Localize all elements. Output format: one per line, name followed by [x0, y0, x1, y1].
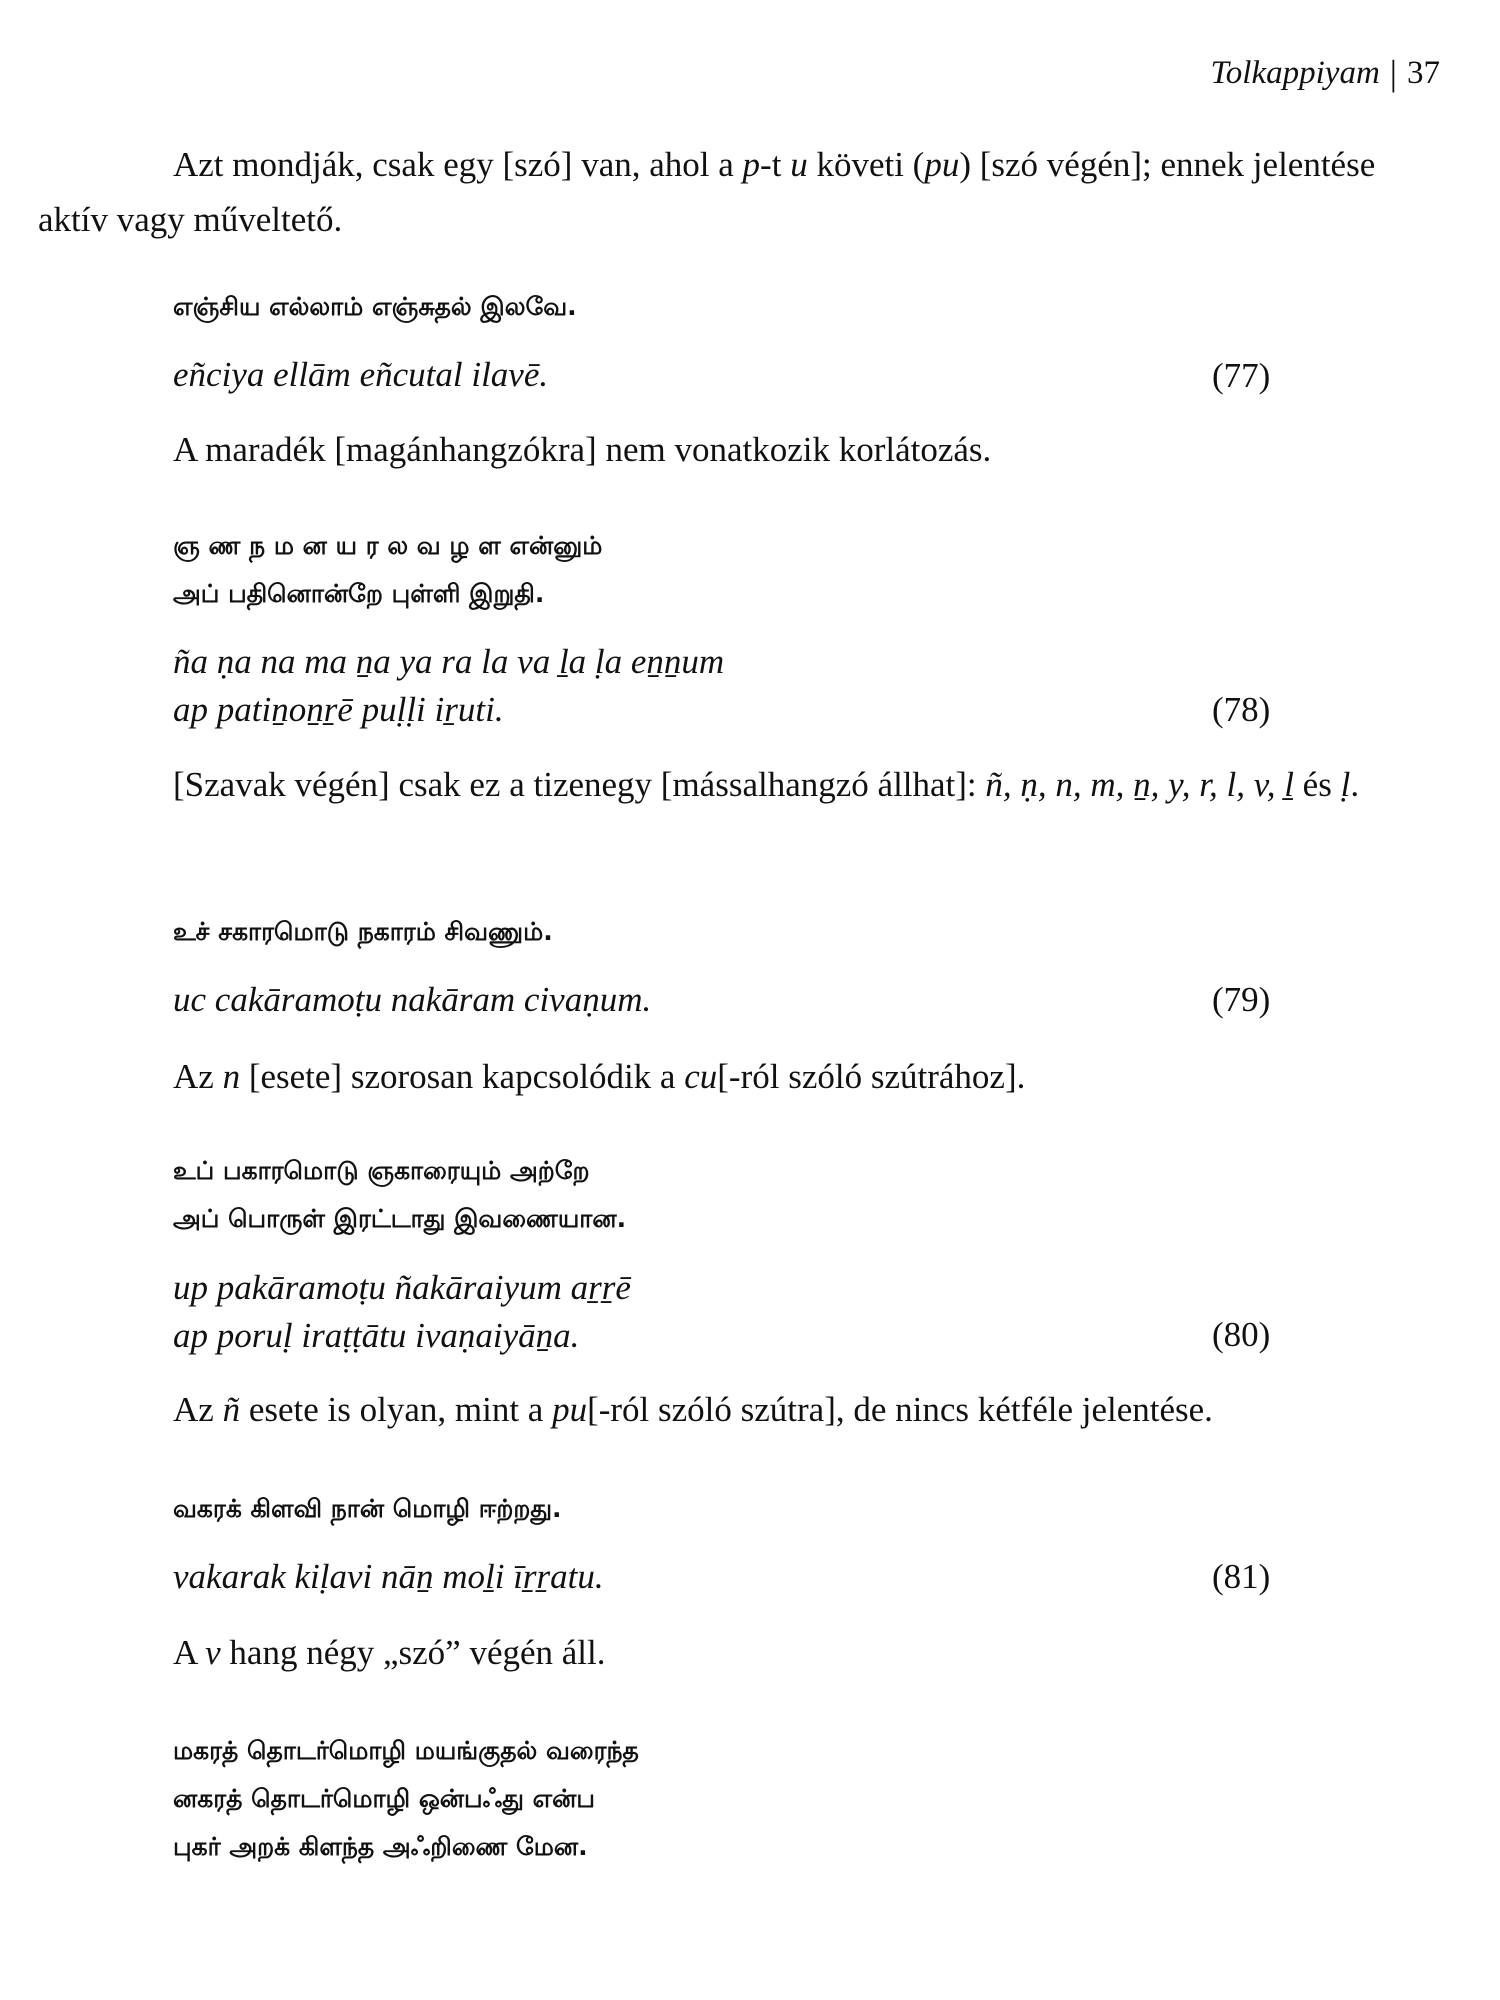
intro-paragraph: [38, 137, 1448, 247]
intro-letter-u: u: [790, 145, 808, 184]
tamil-line: அப் பதினொன்றே புள்ளி இறுதி.: [173, 579, 545, 608]
sutra-78-translation: [38, 757, 1448, 812]
translation-text: Az: [173, 1390, 223, 1429]
translation-text: [-ról szóló szútra], de nincs kétféle jelentése.: [587, 1390, 1213, 1429]
syllable-pu: pu: [552, 1390, 588, 1429]
intro-syllable-pu: pu: [924, 145, 960, 184]
tamil-line: ஞ ண ந ம ன ய ர ல வ ழ ள என்னும்: [173, 531, 603, 560]
sutra-79-transliteration: [173, 976, 651, 1024]
tamil-line: உச் சகாரமொடு நகாரம் சிவணும்.: [173, 917, 553, 946]
intro-text: -t: [760, 145, 791, 184]
sutra-78-transliteration: [173, 638, 724, 734]
sutra-79-number: (79): [1212, 980, 1271, 1019]
translation-text: [Szavak végén] csak ez a tizenegy [mássalhangzó állhat]:: [173, 765, 986, 804]
sutra-80-number: (80): [1212, 1315, 1271, 1354]
tamil-line: உப் பகாரமொடு ஞகாரையும் அற்றே: [173, 1156, 590, 1185]
tamil-line: எஞ்சிய எல்லாம் எஞ்சுதல் இலவே.: [173, 292, 577, 321]
sutra-82-tamil: [173, 1727, 639, 1871]
tamil-line: அப் பொருள் இரட்டாது இவணையான.: [173, 1204, 627, 1233]
syllable-cu: cu: [684, 1057, 718, 1096]
tamil-line: னகரத் தொடர்மொழி ஒன்பஃது என்ப: [173, 1784, 595, 1813]
transliteration-line: uc cakāramoṭu nakāram civaṇum.: [173, 980, 652, 1019]
intro-text: ) [szó végén]; ennek jelentése aktív vagy műveltető.: [38, 145, 1376, 239]
intro-text: Azt mondják, csak egy [szó] van, ahol a: [173, 145, 743, 184]
transliteration-line: ap poruḷ iraṭṭātu ivaṇaiyāṉa.: [173, 1316, 580, 1355]
tamil-line: வகரக் கிளவி நான் மொழி ஈற்றது.: [173, 1494, 562, 1523]
sutra-81-translation: [173, 1628, 606, 1678]
sutra-78-tamil: [173, 522, 602, 618]
letter-v: v: [205, 1633, 221, 1672]
sutra-79-tamil: [173, 908, 553, 956]
translation-text: .: [1350, 765, 1360, 804]
sutra-77-tamil: [173, 283, 577, 331]
sutra-78-number: (78): [1212, 690, 1271, 729]
sutra-80-tamil: [173, 1147, 626, 1243]
sutra-79-translation: [173, 1052, 1025, 1102]
sutra-77-number: (77): [1212, 356, 1271, 395]
intro-text: követi (: [807, 145, 925, 184]
translation-text: Az: [173, 1057, 223, 1096]
translation-text: A: [173, 1633, 206, 1672]
sutra-80-translation: [173, 1385, 1213, 1435]
sutra-80-transliteration: [173, 1264, 631, 1360]
consonant-list: ñ, ṇ, n, m, ṉ, y, r, l, v, ḻ: [985, 765, 1294, 804]
sutra-77-transliteration: [173, 351, 548, 399]
transliteration-line: ap patiṉoṉṟē puḷḷi iṟuti.: [173, 690, 504, 729]
tamil-line: மகரத் தொடர்மொழி மயங்குதல் வரைந்த: [173, 1736, 639, 1765]
translation-text: esete is olyan, mint a: [240, 1390, 553, 1429]
tamil-line: புகர் அறக் கிளந்த அஃறிணை மேன.: [173, 1832, 588, 1861]
running-header: [1210, 52, 1440, 94]
letter-n: n: [222, 1057, 241, 1096]
transliteration-line: up pakāramoṭu ñakāraiyum aṟṟē: [173, 1268, 631, 1307]
transliteration-line: vakarak kiḷavi nāṉ moḻi īṟṟatu.: [173, 1557, 604, 1596]
transliteration-line: ña ṇa na ma ṉa ya ra la va ḻa ḷa eṉṉum: [173, 642, 725, 681]
sutra-81-tamil: [173, 1485, 562, 1533]
translation-text: [-ról szóló szútrához].: [717, 1057, 1026, 1096]
consonant-last: ḷ: [1340, 765, 1351, 804]
translation-text: [esete] szorosan kapcsolódik a: [240, 1057, 685, 1096]
translation-text: hang négy „szó” végén áll.: [220, 1633, 606, 1672]
letter-n-tilde: ñ: [222, 1390, 241, 1429]
page-number: 37: [1407, 54, 1440, 91]
header-separator: |: [1389, 53, 1397, 93]
translation-text: és: [1293, 765, 1341, 804]
intro-letter-p: p: [742, 145, 761, 184]
sutra-81-number: (81): [1212, 1557, 1271, 1596]
transliteration-line: eñciya ellām eñcutal ilavē.: [173, 355, 549, 394]
sutra-81-transliteration: [173, 1553, 604, 1601]
sutra-77-translation: A maradék [magánhangzókra] nem vonatkozik korlátozás.: [173, 430, 992, 469]
book-title: Tolkappiyam: [1210, 54, 1380, 91]
